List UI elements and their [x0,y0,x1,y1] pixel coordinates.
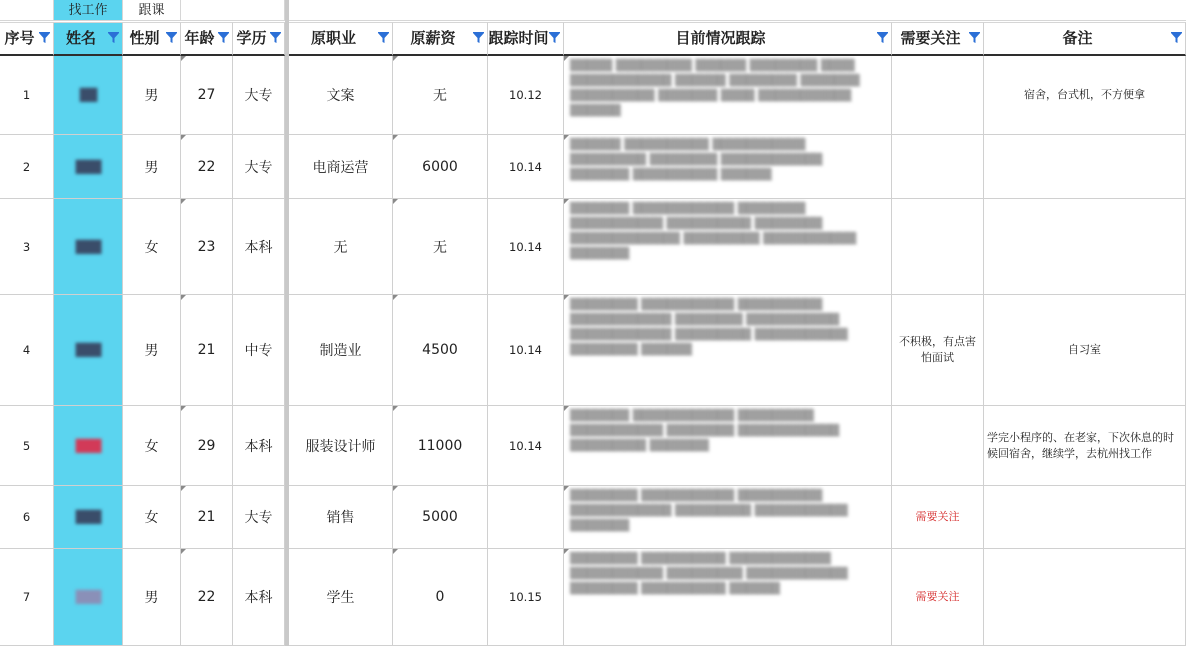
cell-gender[interactable] [123,135,181,199]
cell-prev-job[interactable] [289,199,393,295]
comment-indicator-icon[interactable] [564,295,569,300]
cell-seq[interactable] [0,199,54,295]
filter-dropdown-icon[interactable] [218,32,229,44]
cell-remark[interactable] [984,135,1186,199]
cell-attention[interactable] [892,56,984,135]
header-label: 原薪资 [410,29,456,47]
remark-note: 自习室 [1068,343,1101,356]
cell-prev-salary[interactable] [393,199,488,295]
row-number: 7 [22,590,31,604]
cell-name[interactable] [54,295,123,406]
attention-note: 需要关注 [915,590,960,603]
tab-class[interactable]: 跟课 [123,0,181,21]
cell-seq[interactable] [0,295,54,406]
gender-value: 女 [144,438,159,455]
cell-gender[interactable] [123,406,181,486]
gender-value: 男 [144,159,159,176]
redacted-status-text: ▒▒▒▒▒▒▒ ▒▒▒▒▒▒▒▒▒▒▒▒ ▒▒▒▒▒▒▒▒▒ ▒▒▒▒▒▒▒▒▒▒▒ ▒▒▒▒▒▒▒▒ ▒▒▒▒▒▒▒▒▒▒▒▒ ▒▒▒▒▒▒▒▒▒ ▒▒▒▒▒▒▒ [570,409,840,452]
track-time-value: 10.15 [509,590,542,604]
age-value: 21 [197,509,216,525]
cell-status[interactable] [564,199,892,295]
cell-age[interactable] [181,295,233,406]
comment-indicator-icon[interactable] [181,135,186,140]
comment-indicator-icon[interactable] [564,56,569,61]
filter-dropdown-icon[interactable] [378,32,389,44]
comment-indicator-icon[interactable] [393,135,398,140]
cell-remark[interactable] [984,549,1186,646]
comment-indicator-icon[interactable] [393,549,398,554]
row-number: 1 [22,88,31,102]
cell-attention[interactable] [892,295,984,406]
track-time-value: 10.14 [509,159,542,174]
cell-status[interactable] [564,135,892,199]
header-label: 性别 [129,29,160,47]
cell-status[interactable] [564,406,892,486]
track-time-value: 10.14 [509,239,542,254]
prev-job-value: 无 [333,239,348,256]
comment-indicator-icon[interactable] [564,406,569,411]
prev-job-value: 学生 [326,590,355,606]
gender-value: 男 [144,88,159,104]
header-status[interactable] [564,22,892,56]
cell-name[interactable] [54,56,123,135]
prev-job-value: 服装设计师 [305,438,376,455]
header-name[interactable] [54,22,123,56]
cell-name[interactable] [54,135,123,199]
edu-value: 本科 [244,239,273,256]
edu-value: 本科 [244,438,273,455]
cell-seq[interactable] [0,406,54,486]
comment-indicator-icon[interactable] [393,199,398,204]
header-track-time[interactable] [488,22,564,56]
cell-status[interactable] [564,486,892,549]
cell-attention[interactable] [892,135,984,199]
filter-dropdown-icon[interactable] [969,32,980,44]
cell-track-time[interactable] [488,486,564,549]
remark-note: 学完小程序的、在老家，下次休息的时候回宿舍，继续学，去杭州找工作 [987,430,1174,460]
prev-job-value: 制造业 [319,343,362,359]
cell-edu[interactable] [233,199,285,295]
cell-edu[interactable] [233,486,285,549]
header-prev-job[interactable] [289,22,393,56]
cell-remark[interactable] [984,406,1186,486]
tab-find-job[interactable]: 找工作 [54,0,123,21]
edu-value: 大专 [244,88,273,104]
cell-prev-job[interactable] [289,406,393,486]
cell-seq[interactable] [0,135,54,199]
redacted-status-text: ▒▒▒▒▒▒▒ ▒▒▒▒▒▒▒▒▒▒▒▒ ▒▒▒▒▒▒▒▒ ▒▒▒▒▒▒▒▒▒▒▒ ▒▒▒▒▒▒▒▒▒▒ ▒▒▒▒▒▒▒▒ ▒▒▒▒▒▒▒▒▒▒▒▒▒ ▒▒▒▒▒▒▒▒▒ ▒▒▒▒▒▒▒▒▒▒▒ ▒▒▒▒▒▒▒ [570,202,857,260]
cell-prev-job[interactable] [289,135,393,199]
comment-indicator-icon[interactable] [564,199,569,204]
cell-age[interactable] [181,549,233,646]
attention-note: 需要关注 [915,510,960,523]
cell-attention[interactable] [892,199,984,295]
header-label: 备注 [1062,29,1093,47]
comment-indicator-icon[interactable] [181,486,186,491]
cell-prev-salary[interactable] [393,56,488,135]
cell-prev-salary[interactable] [393,486,488,549]
cell-prev-salary[interactable] [393,549,488,646]
prev-salary-value: 11000 [417,437,463,454]
cell-gender[interactable] [123,549,181,646]
row-number: 5 [22,438,31,453]
comment-indicator-icon[interactable] [393,295,398,300]
cell-seq[interactable] [0,486,54,549]
cell-edu[interactable] [233,135,285,199]
age-value: 22 [197,589,216,605]
cell-gender[interactable] [123,199,181,295]
gender-value: 女 [144,239,159,256]
header-label: 序号 [4,29,35,47]
header-label: 姓名 [65,29,96,47]
cell-attention[interactable] [892,486,984,549]
cell-age[interactable] [181,486,233,549]
header-label: 学历 [236,29,267,47]
cell-seq[interactable] [0,549,54,646]
filter-dropdown-icon[interactable] [473,32,484,44]
tab-spacer-2 [181,0,285,21]
cell-track-time[interactable] [488,199,564,295]
header-label: 原职业 [310,29,356,47]
cell-status[interactable] [564,549,892,646]
cell-prev-job[interactable] [289,549,393,646]
comment-indicator-icon[interactable] [181,295,186,300]
header-prev-salary[interactable] [393,22,488,56]
filter-dropdown-icon[interactable] [1171,32,1182,44]
comment-indicator-icon[interactable] [564,135,569,140]
remark-note: 宿舍，台式机，不方便拿 [1024,88,1145,101]
cell-prev-job[interactable] [289,295,393,406]
prev-salary-value: 无 [433,88,447,104]
edu-value: 大专 [244,159,273,176]
gender-value: 女 [144,510,159,526]
comment-indicator-icon[interactable] [393,486,398,491]
cell-remark[interactable] [984,56,1186,135]
cell-track-time[interactable] [488,56,564,135]
cell-edu[interactable] [233,56,285,135]
redacted-name: ███ [75,159,101,174]
cell-remark[interactable] [984,295,1186,406]
cell-attention[interactable] [892,549,984,646]
cell-edu[interactable] [233,406,285,486]
cell-age[interactable] [181,199,233,295]
track-time-value: 10.14 [509,343,542,357]
track-time-value: 10.12 [509,88,542,102]
redacted-name: ██ [79,88,97,102]
row-number: 2 [22,159,31,174]
filter-dropdown-icon[interactable] [877,32,888,44]
cell-gender[interactable] [123,56,181,135]
row-number: 6 [22,510,31,524]
edu-value: 大专 [244,510,273,526]
filter-dropdown-icon[interactable] [270,32,281,44]
cell-prev-job[interactable] [289,56,393,135]
cell-prev-salary[interactable] [393,295,488,406]
age-value: 22 [197,158,216,175]
header-edu[interactable] [233,22,285,56]
edu-value: 中专 [244,343,273,359]
cell-edu[interactable] [233,549,285,646]
comment-indicator-icon[interactable] [393,56,398,61]
age-value: 21 [197,342,216,358]
header-age[interactable] [181,22,233,56]
comment-indicator-icon[interactable] [393,406,398,411]
prev-salary-value: 4500 [422,342,458,358]
cell-age[interactable] [181,406,233,486]
redacted-status-text: ▒▒▒▒▒▒▒▒ ▒▒▒▒▒▒▒▒▒▒▒ ▒▒▒▒▒▒▒▒▒▒ ▒▒▒▒▒▒▒▒▒▒▒▒ ▒▒▒▒▒▒▒▒ ▒▒▒▒▒▒▒▒▒▒▒ ▒▒▒▒▒▒▒▒▒▒▒▒ ▒▒▒▒▒▒▒▒▒ ▒▒▒▒▒▒▒▒▒▒▒ ▒▒▒▒▒▒▒▒ ▒▒▒▒▒▒ [570,298,848,356]
prev-salary-value: 6000 [422,158,458,175]
cell-seq[interactable] [0,56,54,135]
cell-track-time[interactable] [488,406,564,486]
attention-note: 不积极，有点害怕面试 [899,335,976,364]
header-gender[interactable] [123,22,181,56]
age-value: 27 [197,87,216,103]
header-attention[interactable] [892,22,984,56]
cell-name[interactable] [54,406,123,486]
tab-spacer-3 [289,0,1186,21]
cell-name[interactable] [54,549,123,646]
header-label: 年龄 [184,29,215,47]
comment-indicator-icon[interactable] [564,486,569,491]
prev-job-value: 销售 [326,510,355,526]
gender-value: 男 [144,343,159,359]
filter-dropdown-icon[interactable] [39,32,50,44]
header-remark[interactable] [984,22,1186,56]
redacted-status-text: ▒▒▒▒▒▒▒▒ ▒▒▒▒▒▒▒▒▒▒ ▒▒▒▒▒▒▒▒▒▒▒▒ ▒▒▒▒▒▒▒▒▒▒▒ ▒▒▒▒▒▒▒▒▒ ▒▒▒▒▒▒▒▒▒▒▒▒ ▒▒▒▒▒▒▒▒ ▒▒▒▒▒▒▒▒▒▒ ▒▒▒▒▒▒ [570,552,848,595]
prev-salary-value: 0 [435,589,445,605]
filter-dropdown-icon[interactable] [549,32,560,44]
comment-indicator-icon[interactable] [564,549,569,554]
redacted-name: ███ [75,510,101,524]
header-label: 跟踪时间 [488,29,549,47]
comment-indicator-icon[interactable] [181,549,186,554]
cell-status[interactable] [564,295,892,406]
age-value: 23 [197,238,216,255]
tab-spacer [0,0,54,21]
prev-salary-value: 无 [433,239,447,256]
comment-indicator-icon[interactable] [181,199,186,204]
header-label: 目前情况跟踪 [675,29,766,47]
row-number: 4 [22,343,31,357]
row-number: 3 [22,239,31,254]
header-seq[interactable] [0,22,54,56]
redacted-status-text: ▒▒▒▒▒▒▒▒ ▒▒▒▒▒▒▒▒▒▒▒ ▒▒▒▒▒▒▒▒▒▒ ▒▒▒▒▒▒▒▒▒▒▒▒ ▒▒▒▒▒▒▒▒▒ ▒▒▒▒▒▒▒▒▒▒▒ ▒▒▒▒▒▒▒ [570,489,848,532]
cell-remark[interactable] [984,199,1186,295]
cell-gender[interactable] [123,486,181,549]
track-time-value: 10.14 [509,438,542,453]
header-label: 需要关注 [900,29,961,47]
cell-track-time[interactable] [488,135,564,199]
prev-salary-value: 5000 [422,509,458,525]
gender-value: 男 [144,590,159,606]
cell-track-time[interactable] [488,295,564,406]
redacted-name: ███ [75,343,101,357]
redacted-name: ███ [75,590,101,604]
redacted-name: ███ [75,438,101,453]
comment-indicator-icon[interactable] [181,56,186,61]
cell-edu[interactable] [233,295,285,406]
cell-prev-salary[interactable] [393,406,488,486]
filter-dropdown-icon[interactable] [108,32,119,44]
cell-age[interactable] [181,135,233,199]
cell-name[interactable] [54,486,123,549]
redacted-status-text: ▒▒▒▒▒▒ ▒▒▒▒▒▒▒▒▒▒ ▒▒▒▒▒▒▒▒▒▒▒ ▒▒▒▒▒▒▒▒▒ ▒▒▒▒▒▒▒▒ ▒▒▒▒▒▒▒▒▒▒▒▒ ▒▒▒▒▒▒▒ ▒▒▒▒▒▒▒▒▒▒ ▒▒▒▒▒▒ [570,138,823,181]
comment-indicator-icon[interactable] [181,406,186,411]
cell-track-time[interactable] [488,549,564,646]
edu-value: 本科 [244,590,273,606]
cell-status[interactable] [564,56,892,135]
cell-prev-job[interactable] [289,486,393,549]
age-value: 29 [197,437,216,454]
prev-job-value: 电商运营 [312,159,369,176]
filter-dropdown-icon[interactable] [166,32,177,44]
cell-remark[interactable] [984,486,1186,549]
cell-age[interactable] [181,56,233,135]
prev-job-value: 文案 [326,88,355,104]
cell-gender[interactable] [123,295,181,406]
cell-name[interactable] [54,199,123,295]
sheet-tab-row [0,0,1186,22]
redacted-name: ███ [75,239,101,254]
redacted-status-text: ▒▒▒▒▒ ▒▒▒▒▒▒▒▒▒ ▒▒▒▒▒▒ ▒▒▒▒▒▒▒▒ ▒▒▒▒ ▒▒▒▒▒▒▒▒▒▒▒▒ ▒▒▒▒▒▒ ▒▒▒▒▒▒▒▒ ▒▒▒▒▒▒▒ ▒▒▒▒▒▒▒▒▒▒ ▒▒▒▒▒▒▒ ▒▒▒▒ ▒▒▒▒▒▒▒▒▒▒▒ ▒▒▒▒▒▒ [570,59,860,117]
cell-prev-salary[interactable] [393,135,488,199]
cell-attention[interactable] [892,406,984,486]
